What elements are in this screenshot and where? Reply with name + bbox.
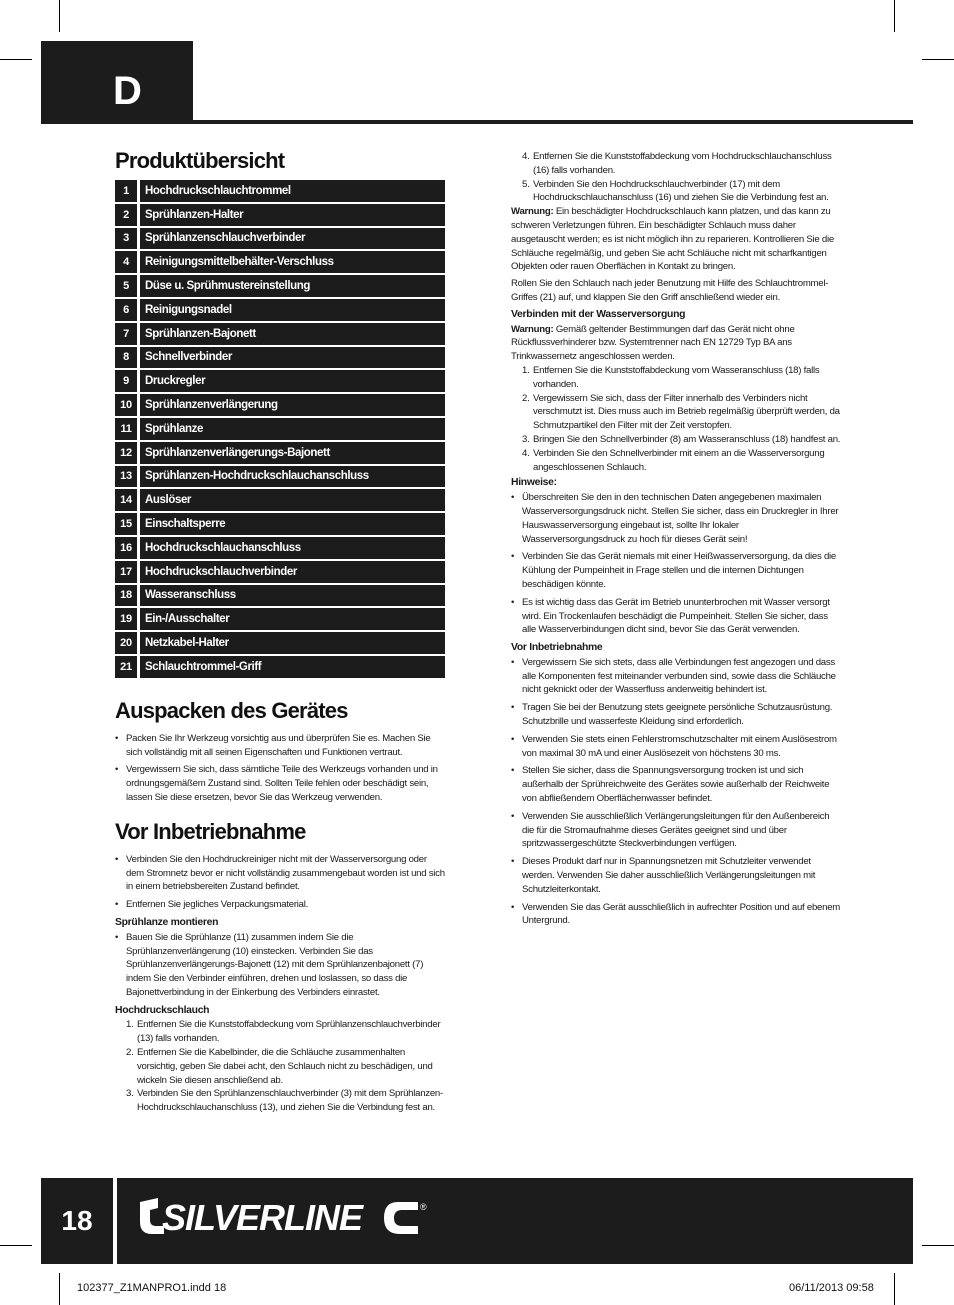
product-part-row [115, 275, 445, 297]
list-item: • Verbinden Sie das Gerät niemals mit einer Heißwasserversorgung, da dies die Kühlung der Pumpeinheit in Frage stellen und die internen Dichtungen beschädigen könnte. [511, 550, 843, 591]
part-number: 15 [115, 513, 137, 535]
part-number: 3 [115, 228, 137, 250]
product-part-row [115, 656, 445, 678]
product-part-row [115, 466, 445, 488]
slug-file: 102377_Z1MANPRO1.indd 18 [77, 1282, 227, 1294]
crop-mark [0, 1245, 32, 1246]
product-part-row [115, 251, 445, 273]
part-label: Wasseranschluss [140, 585, 445, 607]
part-number: 11 [115, 418, 137, 440]
crop-mark [922, 1245, 954, 1246]
slug-date: 06/11/2013 09:58 [789, 1282, 874, 1294]
list-item: • Dieses Produkt darf nur in Spannungsnetzen mit Schutzleiter verwendet werden. Verwenden Sie daher ausschließlich Verlängerungsleitungen mit Schutzleiterkontakt. [511, 855, 843, 896]
part-label: Einschaltsperre [140, 513, 445, 535]
part-number: 5 [115, 275, 137, 297]
product-part-row [115, 204, 445, 226]
product-part-row [115, 228, 445, 250]
left-column [115, 148, 445, 1115]
product-part-row [115, 442, 445, 464]
product-part-row [115, 323, 445, 345]
part-label: Reinigungsnadel [140, 299, 445, 321]
part-label: Sprühlanzen-Hochdruckschlauchanschluss [140, 466, 445, 488]
part-number: 19 [115, 608, 137, 630]
list-item: • Stellen Sie sicher, dass die Spannungsversorgung trocken ist und sich außerhalb der Sprühreichweite des Gerätes sowie außerhalb der Reichweite von abfließendem Oberflächenwasser befindet. [511, 764, 843, 805]
product-parts-list [115, 180, 445, 678]
section-title-produktuebersicht: Produktübersicht [115, 148, 285, 173]
list-item: • Verwenden Sie ausschließlich Verlängerungsleitungen für den Außenbereich die für die Stromaufnahme dieses Gerätes geeignet sind und über spritzwassergeschützte Steckverbindungen verfügen. [511, 810, 843, 851]
list-item: • Vergewissern Sie sich, dass sämtliche Teile des Werkzeugs vorhanden und in ordnungsgemäßem Zustand sind. Sollten Teile fehlen oder beschädigt sein, lassen Sie diese ersetzen, bevor Sie das Werkzeug verwenden. [115, 763, 445, 804]
numbered-step: 1. Entfernen Sie die Kunststoffabdeckung vom Sprühlanzenschlauchverbinder (13) falls vorhanden. [126, 1019, 441, 1045]
list-item: • Bauen Sie die Sprühlanze (11) zusammen indem Sie die Sprühlanzenverlängerung (10) einstecken. Verbinden Sie das Sprühlanzenverlängerungs-Bajonett (12) mit dem Sprühlanzenbajonett (7) indem Sie den Verbinder einführen, drehen und loslassen, so dass die Bajonettverbindung in der Einkerbung des Verbinders einrastet. [115, 931, 445, 1000]
part-label: Hochdruckschlauchverbinder [140, 561, 445, 583]
crop-mark [59, 1273, 60, 1305]
section-title-auspacken: Auspacken des Gerätes [115, 697, 348, 723]
product-part-row [115, 394, 445, 416]
product-part-row [115, 537, 445, 559]
part-label: Druckregler [140, 370, 445, 392]
paragraph: Rollen Sie den Schlauch nach jeder Benutzung mit Hilfe des Schlauchtrommel-Griffes (21) auf, und klappen Sie den Griff anschließend wieder ein. [511, 278, 829, 303]
part-number: 17 [115, 561, 137, 583]
list-item: • Verwenden Sie stets einen Fehlerstromschutzschalter mit einem Auslösestrom von maximal 30 mA und einer Auslösezeit von höchstens 30 ms. [511, 733, 843, 761]
language-code: D [113, 69, 142, 113]
product-part-row [115, 608, 445, 630]
subheading-spruehlanze: Sprühlanze montieren [115, 916, 219, 928]
numbered-step: 3. Bringen Sie den Schnellverbinder (8) am Wasseranschluss (18) handfest an. [522, 433, 841, 445]
numbered-step: 4. Entfernen Sie die Kunststoffabdeckung vom Hochdruckschlauchanschluss (16) falls vorhanden. [522, 151, 832, 176]
brand-text: SILVERLINE [162, 1197, 363, 1238]
subheading-hinweise: Hinweise: [511, 477, 557, 489]
list-item: • Packen Sie Ihr Werkzeug vorsichtig aus und überprüfen Sie es. Machen Sie sich vollständig mit all seinen Eigenschaften und Funktionen vertraut. [115, 732, 445, 760]
part-number: 7 [115, 323, 137, 345]
right-column [511, 150, 843, 932]
list-item: • Entfernen Sie jegliches Verpackungsmaterial. [115, 898, 445, 912]
part-label: Schlauchtrommel-Griff [140, 656, 445, 678]
part-number: 12 [115, 442, 137, 464]
part-label: Düse u. Sprühmustereinstellung [140, 275, 445, 297]
list-item: • Verwenden Sie das Gerät ausschließlich in aufrechter Position und auf ebenem Untergrund. [511, 901, 843, 929]
registered-mark: ® [420, 1202, 427, 1212]
numbered-step: 3. Verbinden Sie den Sprühlanzenschlauchverbinder (3) mit dem Sprühlanzen-Hochdruckschlauchanschluss (13), und ziehen Sie die Verbindung fest an. [126, 1088, 443, 1114]
product-part-row [115, 299, 445, 321]
crop-mark [59, 0, 60, 32]
list-item: • Es ist wichtig dass das Gerät im Betrieb ununterbrochen mit Wasser versorgt wird. Ein Trockenlaufen beschädigt die Pumpeinheit. Stellen Sie sicher, dass alle Wasserverbindungen dicht sind, bevor Sie das Gerät verwenden. [511, 596, 843, 637]
part-label: Hochdruckschlauchanschluss [140, 537, 445, 559]
part-label: Auslöser [140, 489, 445, 511]
warning-paragraph: Warnung: Ein beschädigter Hochdruckschlauch kann platzen, und das kann zu schweren Verletzungen führen. Ein beschädigter Schlauch muss daher ausgetauscht werden; es ist nicht möglich ihn zu reparieren. Kontrollieren Sie die Schläuche regelmäßig, und geben Sie acht Schläuche nicht mit scharfkantigen Objekten oder rauen Oberflächen in Kontakt zu bringen. [511, 206, 834, 273]
product-part-row [115, 418, 445, 440]
numbered-step: 5. Verbinden Sie den Hochdruckschlauchverbinder (17) mit dem Hochdruckschlauchanschluss (16) und ziehen Sie die Verbindung fest an. [522, 178, 829, 204]
part-number: 18 [115, 585, 137, 607]
warning-paragraph: Warnung: Gemäß geltender Bestimmungen darf das Gerät nicht ohne Rückflussverhinderer bzw. Systemtrenner nach EN 12729 Typ BA ans Trinkwassernetz angeschlossen werden. [511, 323, 795, 363]
crop-mark [0, 59, 32, 60]
part-label: Reinigungsmittelbehälter-Verschluss [140, 251, 445, 273]
part-number: 14 [115, 489, 137, 511]
crop-mark [894, 0, 895, 32]
numbered-step: 2. Vergewissern Sie sich, dass der Filter innerhalb des Verbinders nicht verschmutzt ist. Dies muss auch im Betrieb regelmäßig überprüft werden, da Schmutzpartikel den Filter mit der Zeit verstopfen. [522, 392, 840, 432]
part-label: Sprühlanzenverlängerungs-Bajonett [140, 442, 445, 464]
subheading-wasserversorgung: Verbinden mit der Wasserversorgung [511, 308, 686, 320]
product-part-row [115, 561, 445, 583]
footer-bar [41, 1178, 913, 1264]
product-part-row [115, 489, 445, 511]
silverline-logo-graphic [136, 1190, 436, 1240]
part-label: Ein-/Ausschalter [140, 608, 445, 630]
numbered-step: 4. Verbinden Sie den Schnellverbinder mit einem an die Wasserversorgung angeschlossenen Schlauch. [522, 447, 825, 473]
part-label: Sprühlanze [140, 418, 445, 440]
part-number: 1 [115, 180, 137, 202]
numbered-step: 2. Entfernen Sie die Kabelbinder, die die Schläuche zusammenhalten vorsichtig, geben Sie dabei acht, den Schlauch nicht zu beschädigen, und wickeln Sie diesen anschließend ab. [126, 1047, 433, 1086]
part-number: 4 [115, 251, 137, 273]
list-item: • Tragen Sie bei der Benutzung stets geeignete persönliche Schutzausrüstung. Schutzbrille und wasserfeste Kleidung sind erforderlich. [511, 701, 843, 729]
part-number: 20 [115, 632, 137, 654]
product-part-row [115, 513, 445, 535]
section-title-vor-inbetriebnahme: Vor Inbetriebnahme [115, 818, 306, 844]
part-label: Schnellverbinder [140, 347, 445, 369]
list-item: • Verbinden Sie den Hochdruckreiniger nicht mit der Wasserversorgung oder dem Stromnetz bevor er nicht vollständig zusammengebaut worden ist und sich in einem betriebsbereiten Zustand befindet. [115, 853, 445, 894]
page-number: 18 [61, 1205, 93, 1236]
part-label: Netzkabel-Halter [140, 632, 445, 654]
header-rule [193, 120, 913, 124]
numbered-step: 1. Entfernen Sie die Kunststoffabdeckung vom Wasseranschluss (18) falls vorhanden. [522, 364, 820, 390]
language-tab [41, 41, 193, 124]
part-number: 13 [115, 466, 137, 488]
part-number: 10 [115, 394, 137, 416]
subheading-vor-inbetriebnahme: Vor Inbetriebnahme [511, 642, 603, 654]
product-part-row [115, 180, 445, 202]
product-part-row [115, 632, 445, 654]
crop-mark [922, 59, 954, 60]
list-item: • Vergewissern Sie sich stets, dass alle Verbindungen fest angezogen und dass alle Komponenten fest miteinander verbunden sind, sowie dass die Schläuche nicht geknickt oder der Wasserfluss anderweitig behindert ist. [511, 656, 843, 697]
product-part-row [115, 347, 445, 369]
part-number: 21 [115, 656, 137, 678]
part-label: Sprühlanzen-Bajonett [140, 323, 445, 345]
list-item: • Überschreiten Sie den in den technischen Daten angegebenen maximalen Wasserversorgungsdruck nicht. Stellen Sie sicher, dass ein Druckregler in Ihrer Hauswasserversorgung eingebaut ist, sollte Ihr lokaler Wasserversorgungsdruck zu hoch für dieses Gerät sein! [511, 491, 843, 546]
part-number: 16 [115, 537, 137, 559]
part-label: Hochdruckschlauchtrommel [140, 180, 445, 202]
product-part-row [115, 585, 445, 607]
subheading-hochdruckschlauch: Hochdruckschlauch [115, 1004, 210, 1016]
part-number: 8 [115, 347, 137, 369]
crop-mark [894, 1273, 895, 1305]
part-label: Sprühlanzenschlauchverbinder [140, 228, 445, 250]
part-number: 6 [115, 299, 137, 321]
product-part-row [115, 370, 445, 392]
part-number: 9 [115, 370, 137, 392]
footer-divider [113, 1178, 117, 1264]
silverline-logo [136, 1190, 436, 1245]
part-number: 2 [115, 204, 137, 226]
part-label: Sprühlanzenverlängerung [140, 394, 445, 416]
part-label: Sprühlanzen-Halter [140, 204, 445, 226]
